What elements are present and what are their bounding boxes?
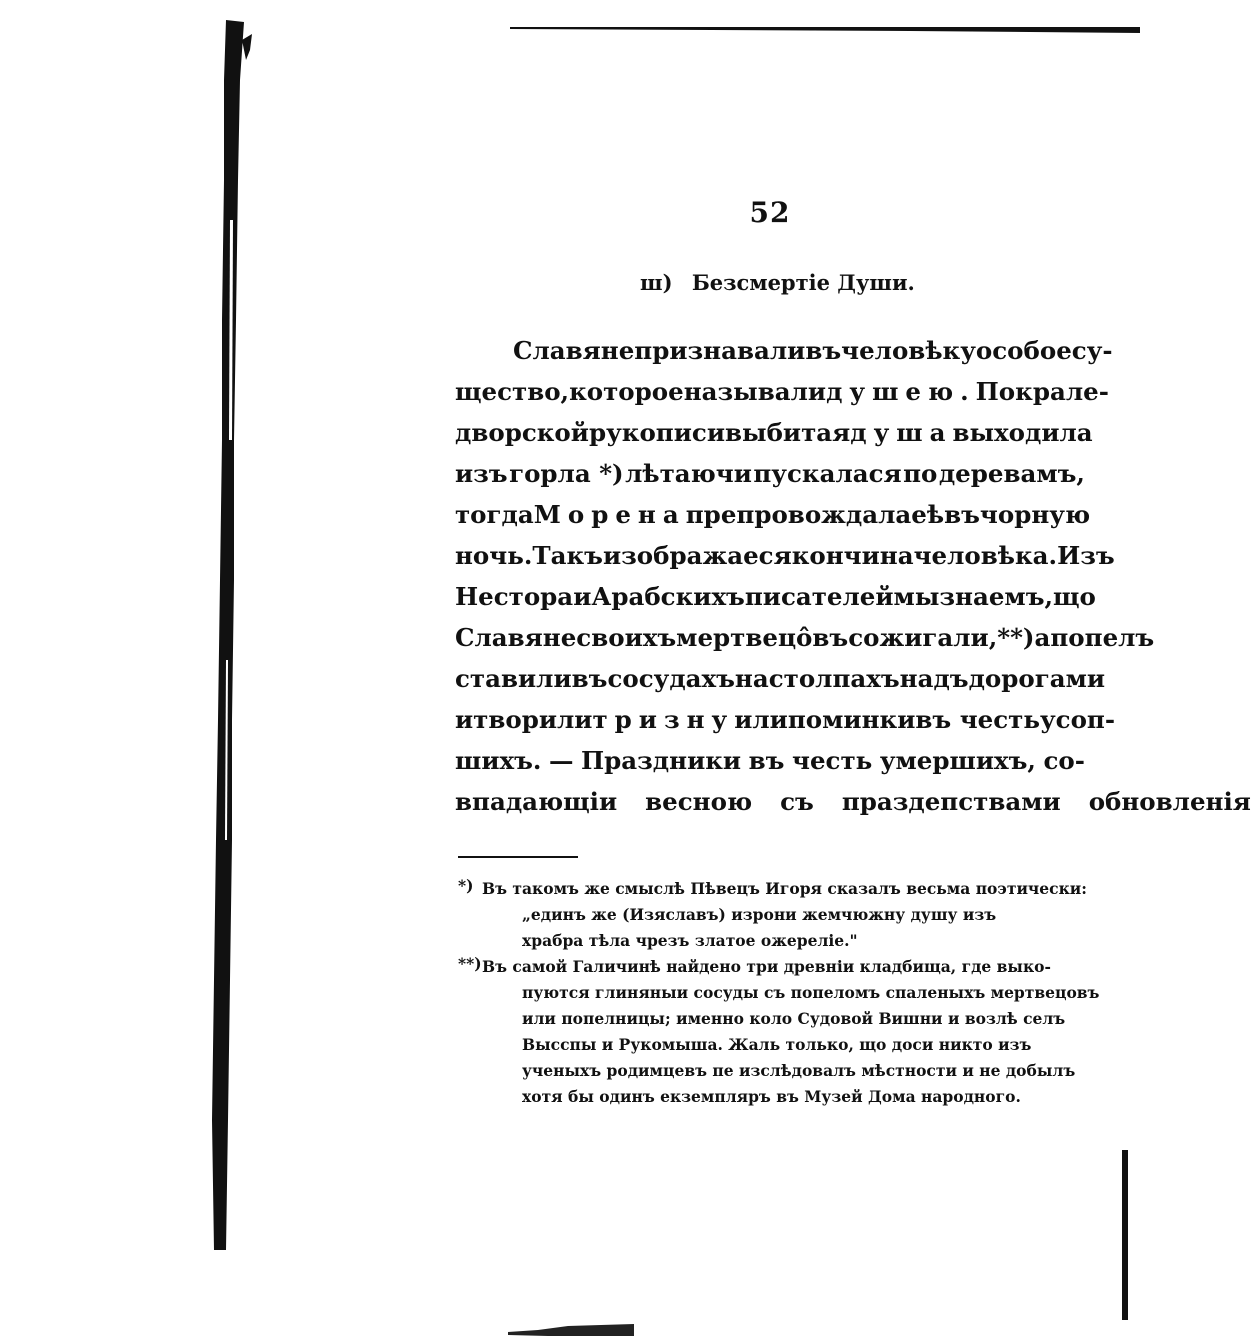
body-word: деревамъ, bbox=[938, 459, 1085, 488]
body-word: въ bbox=[748, 746, 785, 775]
body-word: душею. bbox=[826, 377, 976, 406]
body-word: въ bbox=[571, 664, 608, 693]
body-line bbox=[455, 371, 1109, 412]
body-word: праздепствами bbox=[841, 787, 1061, 816]
body-word: усоп- bbox=[1039, 705, 1116, 734]
footnote-line: „единъ же (Изяславъ) изрони жемчюжну душу изъ bbox=[522, 905, 997, 924]
body-word: называли bbox=[683, 377, 827, 406]
body-word: со- bbox=[1043, 746, 1085, 775]
body-word: Такъ bbox=[532, 541, 603, 570]
body-word: выбитая bbox=[725, 418, 851, 447]
section-heading bbox=[640, 270, 915, 295]
body-line bbox=[455, 781, 1251, 822]
body-word: Морена bbox=[533, 500, 686, 529]
body-line bbox=[455, 412, 1093, 453]
body-line bbox=[455, 535, 1115, 576]
footnote-line: пуются глиняныи сосуды съ попеломъ спаленыхъ мертвецовъ bbox=[522, 983, 1100, 1002]
body-word: рукописи bbox=[588, 418, 725, 447]
body-word: обновленія bbox=[1088, 787, 1251, 816]
body-word: тогда bbox=[455, 500, 534, 529]
body-word: що bbox=[1053, 582, 1096, 611]
body-text bbox=[455, 330, 1251, 822]
footnote-divider bbox=[458, 856, 578, 861]
body-word: сосудахъ bbox=[607, 664, 735, 693]
footnote-marker: **) bbox=[458, 954, 482, 973]
footnote-line: Въ такомъ же смыслѣ Пѣвецъ Игоря сказалъ весьма поэтически: bbox=[482, 879, 1087, 898]
body-word: дорогами bbox=[968, 664, 1106, 693]
body-word: а bbox=[1034, 623, 1051, 652]
body-word: и bbox=[455, 705, 474, 734]
body-word: дворской bbox=[455, 418, 589, 447]
body-word: пускалася bbox=[753, 459, 902, 488]
section-title: Безсмертіе Души. bbox=[691, 270, 915, 295]
body-line bbox=[455, 576, 1096, 617]
body-word: тризну bbox=[592, 705, 735, 734]
bottom-scan-smudge bbox=[508, 1322, 638, 1338]
body-line bbox=[455, 658, 1106, 699]
body-word: попелъ bbox=[1050, 623, 1155, 652]
body-word: По bbox=[975, 377, 1016, 406]
footnote-line: ученыхъ родимцевъ пе изслѣдовалъ мѣстности и не добылъ bbox=[522, 1061, 1076, 1080]
footnote bbox=[458, 954, 1098, 1110]
body-word: щество, bbox=[455, 377, 570, 406]
footnote-line: Высспы и Рукомыша. Жаль только, що доси никто изъ bbox=[522, 1035, 1032, 1054]
section-marker: ш) bbox=[640, 270, 673, 295]
right-edge-shadow bbox=[1120, 1150, 1130, 1320]
body-word: выходила bbox=[952, 418, 1093, 447]
body-line bbox=[455, 453, 1085, 494]
body-word: душа bbox=[850, 418, 953, 447]
body-word: мертвецôвъ bbox=[676, 623, 849, 652]
body-word: знаемъ, bbox=[939, 582, 1054, 611]
body-word: су- bbox=[1071, 336, 1113, 365]
body-word: творили bbox=[473, 705, 593, 734]
body-word: еѣ bbox=[911, 500, 945, 529]
body-word: препровождала bbox=[685, 500, 912, 529]
body-word: въ bbox=[944, 500, 980, 529]
body-word: по bbox=[903, 459, 938, 488]
body-word: сожигали,**) bbox=[848, 623, 1035, 652]
body-word: горла *) bbox=[509, 459, 624, 488]
footnote-line: хотя бы одинъ екземпляръ въ Музей Дома народного. bbox=[522, 1087, 1021, 1106]
body-word: человѣку bbox=[841, 336, 976, 365]
body-line bbox=[455, 699, 1116, 740]
body-word: и bbox=[573, 582, 592, 611]
footnote-line: Въ самой Галичинѣ найдено три древніи кладбища, где выко- bbox=[482, 957, 1051, 976]
body-word: съ bbox=[780, 787, 814, 816]
body-line bbox=[455, 740, 1085, 781]
body-word: лѣтаючи bbox=[625, 459, 752, 488]
footnotes bbox=[458, 876, 1098, 1110]
page-number: 52 bbox=[749, 196, 791, 229]
body-word: умершихъ, bbox=[879, 746, 1036, 775]
body-word: изображаеся bbox=[602, 541, 792, 570]
body-word: въ bbox=[805, 336, 842, 365]
body-word: кончина bbox=[791, 541, 914, 570]
body-word: Славяне bbox=[455, 623, 577, 652]
body-line bbox=[455, 494, 1091, 535]
body-word: мы bbox=[893, 582, 940, 611]
body-word: шихъ. bbox=[455, 746, 542, 775]
top-edge-rule bbox=[510, 26, 1140, 34]
body-word: ставили bbox=[455, 664, 572, 693]
body-word: чорную bbox=[979, 500, 1091, 529]
body-line bbox=[455, 617, 1155, 658]
body-word: весною bbox=[645, 787, 753, 816]
body-word: человѣка. bbox=[913, 541, 1058, 570]
body-word: Славяне bbox=[513, 336, 635, 365]
body-word: поминки bbox=[787, 705, 916, 734]
body-word: изъ bbox=[455, 459, 508, 488]
footnote-marker: *) bbox=[458, 876, 474, 895]
body-word: признавали bbox=[634, 336, 806, 365]
body-word: — bbox=[548, 746, 574, 775]
footnote bbox=[458, 876, 1098, 954]
footnote-line: или попелницы; именно коло Судовой Вишни и возлѣ селъ bbox=[522, 1009, 1066, 1028]
body-word: которое bbox=[569, 377, 684, 406]
body-word: или bbox=[734, 705, 788, 734]
body-word: своихъ bbox=[576, 623, 677, 652]
body-word: писателей bbox=[744, 582, 894, 611]
body-word: Изъ bbox=[1057, 541, 1115, 570]
footnote-line: храбра тѣла чрезъ златое ожерелie." bbox=[522, 931, 858, 950]
body-word: ночь. bbox=[455, 541, 533, 570]
body-word: Праздники bbox=[581, 746, 742, 775]
body-word: на bbox=[734, 664, 769, 693]
body-word: Нестора bbox=[455, 582, 574, 611]
body-word: надъ bbox=[899, 664, 969, 693]
body-word: столпахъ bbox=[768, 664, 900, 693]
body-line bbox=[455, 330, 1113, 371]
body-word: въ честь bbox=[915, 705, 1040, 734]
body-word: крале- bbox=[1015, 377, 1109, 406]
body-word: впадающіи bbox=[455, 787, 618, 816]
body-word: Арабскихъ bbox=[591, 582, 745, 611]
body-word: честь bbox=[792, 746, 873, 775]
body-word: особое bbox=[975, 336, 1072, 365]
